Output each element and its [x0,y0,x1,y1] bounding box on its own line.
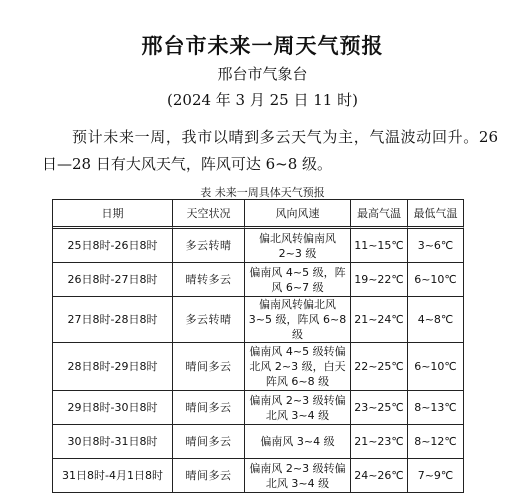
header-date: 日期 [53,200,173,229]
cell-high-temp: 21~23℃ [351,425,408,459]
table-row [53,459,464,493]
issue-time: (2024 年 3 月 25 日 11 时) [167,91,358,109]
cell-high-temp: 23~25℃ [351,391,408,425]
cell-date: 27日8时-28日8时 [53,297,173,343]
cell-date: 31日8时-4月1日8时 [53,459,173,493]
document-title: 邢台市未来一周天气预报 [141,33,384,58]
cell-wind: 偏南风 4~5 级，阵风 6~7 级 [245,263,351,297]
cell-date: 25日8时-26日8时 [53,229,173,263]
cell-sky: 晴间多云 [173,343,245,391]
table-row [53,425,464,459]
table-row [53,263,464,297]
cell-sky: 晴间多云 [173,391,245,425]
cell-sky: 晴间多云 [173,425,245,459]
cell-low-temp: 8~13℃ [408,391,464,425]
cell-high-temp: 11~15℃ [351,229,408,263]
cell-date: 30日8时-31日8时 [53,425,173,459]
cell-low-temp: 6~10℃ [408,343,464,391]
issuing-agency: 邢台市气象台 [217,65,308,83]
table-row [53,343,464,391]
cell-low-temp: 8~12℃ [408,425,464,459]
header-low-temp: 最低气温 [408,200,464,229]
header-wind: 风向风速 [245,200,351,229]
cell-low-temp: 4~8℃ [408,297,464,343]
cell-wind: 偏南风 4~5 级转偏北风 2~3 级，白天阵风 6~8 级 [245,343,351,391]
table-caption: 表 未来一周具体天气预报 [200,186,325,199]
forecast-summary: 预计未来一周，我市以晴到多云天气为主，气温波动回升。26 日—28 日有大风天气，阵风可达 6~8 级。 [42,128,498,173]
cell-wind: 偏北风转偏南风 2~3 级 [245,229,351,263]
cell-date: 26日8时-27日8时 [53,263,173,297]
table-row [53,391,464,425]
cell-sky: 晴间多云 [173,459,245,493]
header-sky: 天空状况 [173,200,245,229]
cell-high-temp: 21~24℃ [351,297,408,343]
cell-wind: 偏南风 2~3 级转偏北风 3~4 级 [245,391,351,425]
cell-low-temp: 6~10℃ [408,263,464,297]
forecast-table [52,199,464,493]
cell-high-temp: 22~25℃ [351,343,408,391]
cell-sky: 多云转晴 [173,297,245,343]
cell-high-temp: 19~22℃ [351,263,408,297]
table-row [53,229,464,263]
cell-wind: 偏南风 3~4 级 [245,425,351,459]
cell-high-temp: 24~26℃ [351,459,408,493]
cell-wind: 偏南风转偏北风 3~5 级，阵风 6~8 级 [245,297,351,343]
table-row [53,297,464,343]
cell-date: 28日8时-29日8时 [53,343,173,391]
cell-low-temp: 7~9℃ [408,459,464,493]
header-high-temp: 最高气温 [351,200,408,229]
cell-sky: 晴转多云 [173,263,245,297]
cell-sky: 多云转晴 [173,229,245,263]
table-header-row [53,200,464,229]
cell-wind: 偏南风 2~3 级转偏北风 3~4 级 [245,459,351,493]
cell-low-temp: 3~6℃ [408,229,464,263]
cell-date: 29日8时-30日8时 [53,391,173,425]
